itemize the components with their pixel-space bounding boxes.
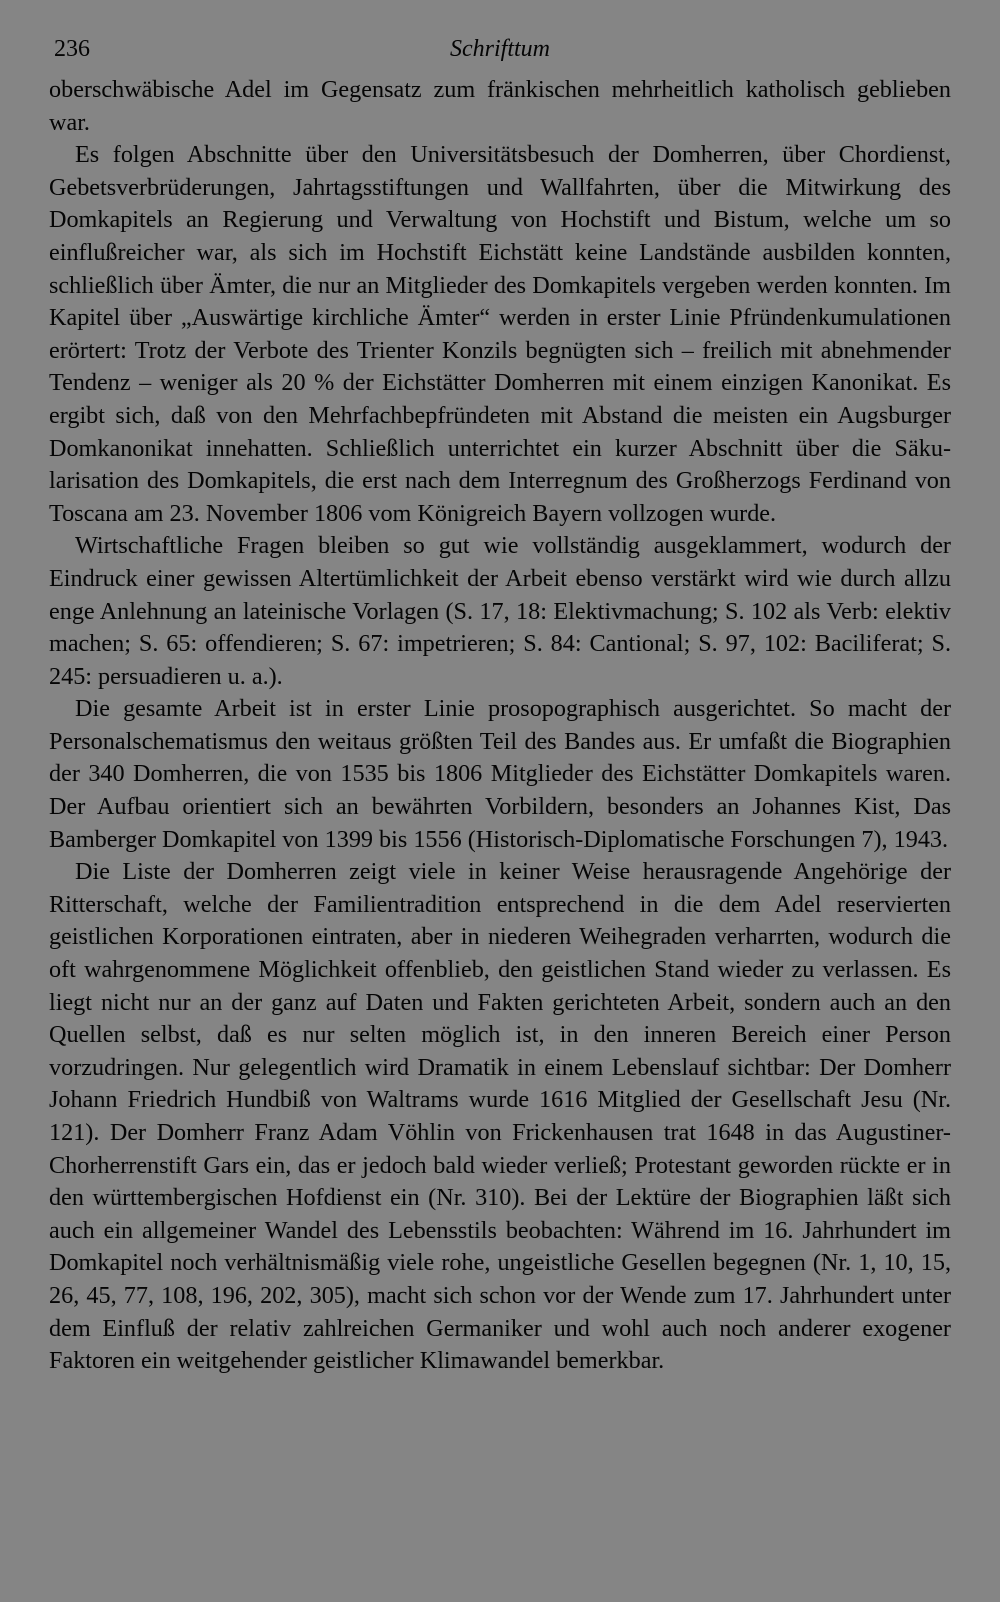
paragraph-4: Die gesamte Arbeit ist in erster Linie prosopographisch ausgerichtet. So macht der Personalschematismus den weitaus größten Teil des Bandes aus. Er umfaßt die Biographien der 340 Domherren, die von 1535 bis 1806 Mitglieder des Eichstätter Domkapitels waren. Der Aufbau orientiert sich an bewährten Vorbildern, besonders an Johannes Kist, Das Bamberger Domkapitel von 1399 bis 1556 (Historisch-Diplomatische Forschungen 7), 1943. <box>49 695 951 853</box>
paragraph-3: Wirtschaftliche Fragen bleiben so gut wie vollständig ausgeklammert, wodurch der Eindruck einer gewissen Altertümlichkeit der Arbeit ebenso verstärkt wird wie durch allzu enge Anlehnung an lateinische Vorlagen (S. 17, 18: Elektivmachung; S. 102 als Verb: elektiv machen; S. 65: offendieren; S. 67: impetrieren; S. 84: Cantional; S. 97, 102: Baciliferat; S. 245: persuadieren u. a.). <box>49 532 951 690</box>
paragraph-5: Die Liste der Domherren zeigt viele in keiner Weise herausragende Angehörige der Ritterschaft, welche der Familientradition entsprechend in die dem Adel reservierten geistlichen Korporationen eintraten, aber in niederen Weihegraden verharrten, wodurch die oft wahrgenommene Möglichkeit offenblieb, den geistlichen Stand wieder zu verlassen. Es liegt nicht nur an der ganz auf Daten und Fakten gerichteten Arbeit, sondern auch an den Quellen selbst, daß es nur selten möglich ist, in den inneren Bereich einer Person vorzudringen. Nur gelegentlich wird Dramatik in einem Lebenslauf sichtbar: Der Domherr Johann Friedrich Hundbiß von Waltrams wurde 1616 Mitglied der Gesellschaft Jesu (Nr. 121). Der Domherr Franz Adam Vöhlin von Frickenhausen trat 1648 in das Augustiner-Chorherrenstift Gars ein, das er jedoch bald wieder verließ; Protestant geworden rückte er in den württembergischen Hofdienst ein (Nr. 310). Bei der Lektüre der Biographien läßt sich auch ein allgemeiner Wandel des Lebensstils beobachten: Während im 16. Jahrhundert im Domkapitel noch verhältnismäßig viele rohe, ungeistliche Gesellen begegnen (Nr. 1, 10, 15, 26, 45, 77, 108, 196, 202, 305), macht sich schon vor der Wende zum 17. Jahrhundert unter dem Einfluß der relativ zahlreichen Germaniker und wohl auch noch anderer exogener Faktoren ein weitgehender geistlicher Klimawandel bemerkbar. <box>49 858 951 1375</box>
running-head: Schrifttum <box>450 36 550 62</box>
page-header <box>49 34 951 74</box>
page-number: 236 <box>54 36 90 62</box>
paragraph-1: oberschwäbische Adel im Gegensatz zum fränkischen mehrheitlich katholisch geblieben war. <box>49 76 951 136</box>
body-text <box>49 74 951 1378</box>
book-page <box>49 34 951 1378</box>
paragraph-2: Es folgen Abschnitte über den Universitätsbesuch der Domherren, über Chordienst, Gebetsverbrüderungen, Jahrtagsstiftungen und Wallfahrten, über die Mitwirkung des Domkapitels an Regierung und Verwaltung von Hochstift und Bistum, welche um so einflußreicher war, als sich im Hochstift Eichstätt keine Landstände ausbilden konnten, schließlich über Ämter, die nur an Mitglieder des Domkapitels vergeben werden konnten. Im Kapitel über „Auswärtige kirchliche Ämter“ werden in erster Linie Pfründenkumulationen erörtert: Trotz der Verbote des Trienter Konzils begnügten sich – freilich mit abnehmender Tendenz – weniger als 20 % der Eichstätter Domherren mit einem einzigen Kanonikat. Es ergibt sich, daß von den Mehrfachbepfründeten mit Abstand die meisten ein Augsburger Domkanonikat innehatten. Schließlich unterrichtet ein kurzer Abschnitt über die Säkularisation des Domkapitels, die erst nach dem Interregnum des Großherzogs Ferdinand von Toscana am 23. November 1806 vom Königreich Bayern vollzogen wurde. <box>49 141 951 527</box>
